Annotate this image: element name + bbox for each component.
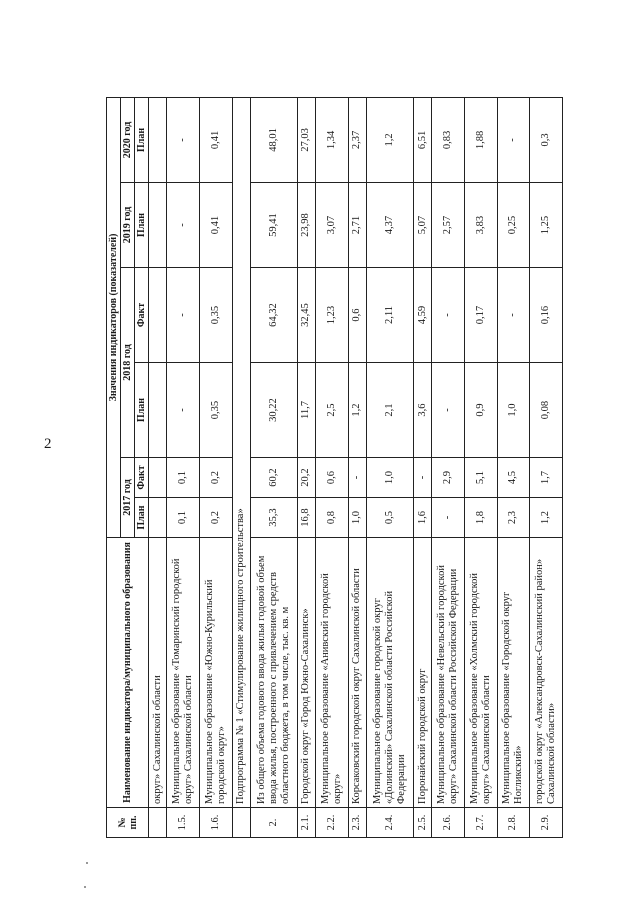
table-row	[167, 97, 200, 837]
table-row	[497, 97, 530, 837]
row-number: 2.7.	[464, 808, 497, 838]
row-name: Муниципальное образование «Городской округ Ногликский»	[497, 538, 530, 808]
value-2017-fact: 0,2	[199, 458, 232, 498]
value-2017-fact: 0,1	[167, 458, 200, 498]
value-2018-fact: 1,23	[316, 268, 349, 363]
value-2020-plan: 1,88	[464, 97, 497, 182]
value-2020-plan: -	[167, 97, 200, 182]
value-2017-plan: 0,5	[366, 498, 413, 538]
row-number: 1.6.	[199, 808, 232, 838]
table-row-subprogram	[232, 97, 250, 837]
value-2018-plan: 3,6	[414, 363, 432, 458]
header-plan: План	[135, 183, 149, 268]
value-2018-fact: 2,11	[366, 268, 413, 363]
header-year-2020: 2020 год	[121, 97, 135, 182]
value-2018-plan	[149, 363, 167, 458]
value-2017-fact: 20,2	[297, 458, 315, 498]
value-2017-plan: 1,2	[530, 498, 563, 538]
value-2018-fact: 0,35	[199, 268, 232, 363]
row-name: Городской округ «Город Южно-Сахалинск»	[297, 538, 315, 808]
table-row	[432, 97, 465, 837]
value-2018-plan: 0,9	[464, 363, 497, 458]
value-2018-plan: -	[167, 363, 200, 458]
value-2017-fact: -	[348, 458, 366, 498]
value-2017-fact: 0,6	[316, 458, 349, 498]
value-2017-plan	[149, 498, 167, 538]
row-number: 1.5.	[167, 808, 200, 838]
rotated-table-container	[106, 98, 563, 838]
value-2017-fact: -	[414, 458, 432, 498]
value-2019-plan: -	[167, 183, 200, 268]
value-2019-plan: 4,37	[366, 183, 413, 268]
value-2019-plan: 0,41	[199, 183, 232, 268]
table-row	[199, 97, 232, 837]
value-2017-plan: 16,8	[297, 498, 315, 538]
row-name: Муниципальное образование «Томаринский городской округ» Сахалинской области	[167, 538, 200, 808]
value-2017-plan: 0,1	[167, 498, 200, 538]
header-fact: Факт	[135, 458, 149, 498]
header-plan: План	[135, 363, 149, 458]
value-2017-fact: 5,1	[464, 458, 497, 498]
value-2017-plan: 1,8	[464, 498, 497, 538]
value-2019-plan: 23,98	[297, 183, 315, 268]
table-row	[530, 97, 563, 837]
value-2017-plan: 0,8	[316, 498, 349, 538]
row-number: 2.2.	[316, 808, 349, 838]
header-fact: Факт	[135, 268, 149, 363]
header-values-group: Значения индикаторов (показателей)	[107, 97, 121, 537]
value-2017-fact	[149, 458, 167, 498]
value-2017-plan: 1,0	[348, 498, 366, 538]
value-2019-plan: 1,25	[530, 183, 563, 268]
value-2020-plan	[149, 97, 167, 182]
value-2018-plan: -	[432, 363, 465, 458]
header-name: Наименование индикатора/муниципального образования	[107, 538, 149, 808]
value-2019-plan	[149, 183, 167, 268]
value-2017-fact: 60,2	[250, 458, 297, 498]
value-2017-plan: 35,3	[250, 498, 297, 538]
row-number: 2.9.	[530, 808, 563, 838]
row-name: округ» Сахалинской области	[149, 538, 167, 808]
value-2018-plan: 2,5	[316, 363, 349, 458]
table-row	[464, 97, 497, 837]
value-2017-plan: 1,6	[414, 498, 432, 538]
value-2017-fact: 1,0	[366, 458, 413, 498]
value-2018-fact: 0,6	[348, 268, 366, 363]
row-name: Поронайский городской округ	[414, 538, 432, 808]
scan-dot	[84, 886, 86, 888]
value-2017-fact: 1,7	[530, 458, 563, 498]
value-2019-plan: 3,83	[464, 183, 497, 268]
value-2020-plan: 1,34	[316, 97, 349, 182]
row-name: Муниципальное образование «Холмский городской округ» Сахалинской области	[464, 538, 497, 808]
value-2018-fact	[149, 268, 167, 363]
subprogram-title: Подпрограмма № 1 «Стимулирование жилищного строительства»	[232, 97, 250, 807]
row-name: Муниципальное образование «Анивский городской округ»	[316, 538, 349, 808]
table-row	[316, 97, 349, 837]
value-2020-plan: 0,41	[199, 97, 232, 182]
value-2018-fact: -	[432, 268, 465, 363]
row-name: Муниципальное образование городской округ «Долинский» Сахалинской области Российской Федерации	[366, 538, 413, 808]
row-name: Муниципальное образование «Южно-Курильский городской округ»	[199, 538, 232, 808]
value-2019-plan: 0,25	[497, 183, 530, 268]
value-2018-fact: 32,45	[297, 268, 315, 363]
page-number: 2	[44, 436, 52, 452]
value-2017-plan: 0,2	[199, 498, 232, 538]
indicators-table	[106, 97, 563, 838]
header-year-2018: 2018 год	[121, 268, 135, 458]
row-number: 2.4.	[366, 808, 413, 838]
row-name: Муниципальное образование «Невельский городской округ» Сахалинской области Российской Федерации	[432, 538, 465, 808]
value-2020-plan: 6,51	[414, 97, 432, 182]
row-name: городской округ «Александровск-Сахалинский район» Сахалинской области»	[530, 538, 563, 808]
value-2019-plan: 2,57	[432, 183, 465, 268]
row-number: 2.5.	[414, 808, 432, 838]
value-2020-plan: 1,2	[366, 97, 413, 182]
value-2019-plan: 3,07	[316, 183, 349, 268]
table-row	[250, 97, 297, 837]
value-2018-plan: 30,22	[250, 363, 297, 458]
value-2017-fact: 2,9	[432, 458, 465, 498]
value-2018-fact: 0,17	[464, 268, 497, 363]
row-number	[232, 808, 250, 838]
scan-dot	[86, 862, 88, 864]
row-number: 2.8.	[497, 808, 530, 838]
value-2018-fact: -	[167, 268, 200, 363]
value-2018-plan: 11,7	[297, 363, 315, 458]
value-2018-plan: 1,0	[497, 363, 530, 458]
value-2020-plan: 2,37	[348, 97, 366, 182]
value-2018-fact: -	[497, 268, 530, 363]
value-2019-plan: 59,41	[250, 183, 297, 268]
value-2017-plan: 2,3	[497, 498, 530, 538]
value-2018-plan: 0,35	[199, 363, 232, 458]
value-2018-plan: 0,08	[530, 363, 563, 458]
value-2020-plan: 48,01	[250, 97, 297, 182]
header-year-2019: 2019 год	[121, 183, 135, 268]
value-2019-plan: 5,07	[414, 183, 432, 268]
row-number: 2.1.	[297, 808, 315, 838]
header-plan: План	[135, 498, 149, 538]
header-number: № пп.	[107, 808, 149, 838]
value-2020-plan: 0,83	[432, 97, 465, 182]
table-row	[297, 97, 315, 837]
row-name: Корсаковский городской округ Сахалинской области	[348, 538, 366, 808]
header-year-2017: 2017 год	[121, 458, 135, 538]
table-row	[414, 97, 432, 837]
table-row	[348, 97, 366, 837]
value-2019-plan: 2,71	[348, 183, 366, 268]
row-number: 2.	[250, 808, 297, 838]
row-number	[149, 808, 167, 838]
value-2018-plan: 2,1	[366, 363, 413, 458]
row-name: Из общего объема годового ввода жилья годовой объем ввода жилья, построенного с привлечением средств областного бюджета, в том числе, тыс. кв. м	[250, 538, 297, 808]
value-2020-plan: -	[497, 97, 530, 182]
value-2018-fact: 4,59	[414, 268, 432, 363]
table-row	[149, 97, 167, 837]
value-2020-plan: 0,3	[530, 97, 563, 182]
table-row	[366, 97, 413, 837]
value-2017-plan: -	[432, 498, 465, 538]
value-2017-fact: 4,5	[497, 458, 530, 498]
value-2018-fact: 0,16	[530, 268, 563, 363]
row-number: 2.3.	[348, 808, 366, 838]
value-2018-fact: 64,32	[250, 268, 297, 363]
value-2018-plan: 1,2	[348, 363, 366, 458]
header-plan: План	[135, 97, 149, 182]
row-number: 2.6.	[432, 808, 465, 838]
value-2020-plan: 27,03	[297, 97, 315, 182]
